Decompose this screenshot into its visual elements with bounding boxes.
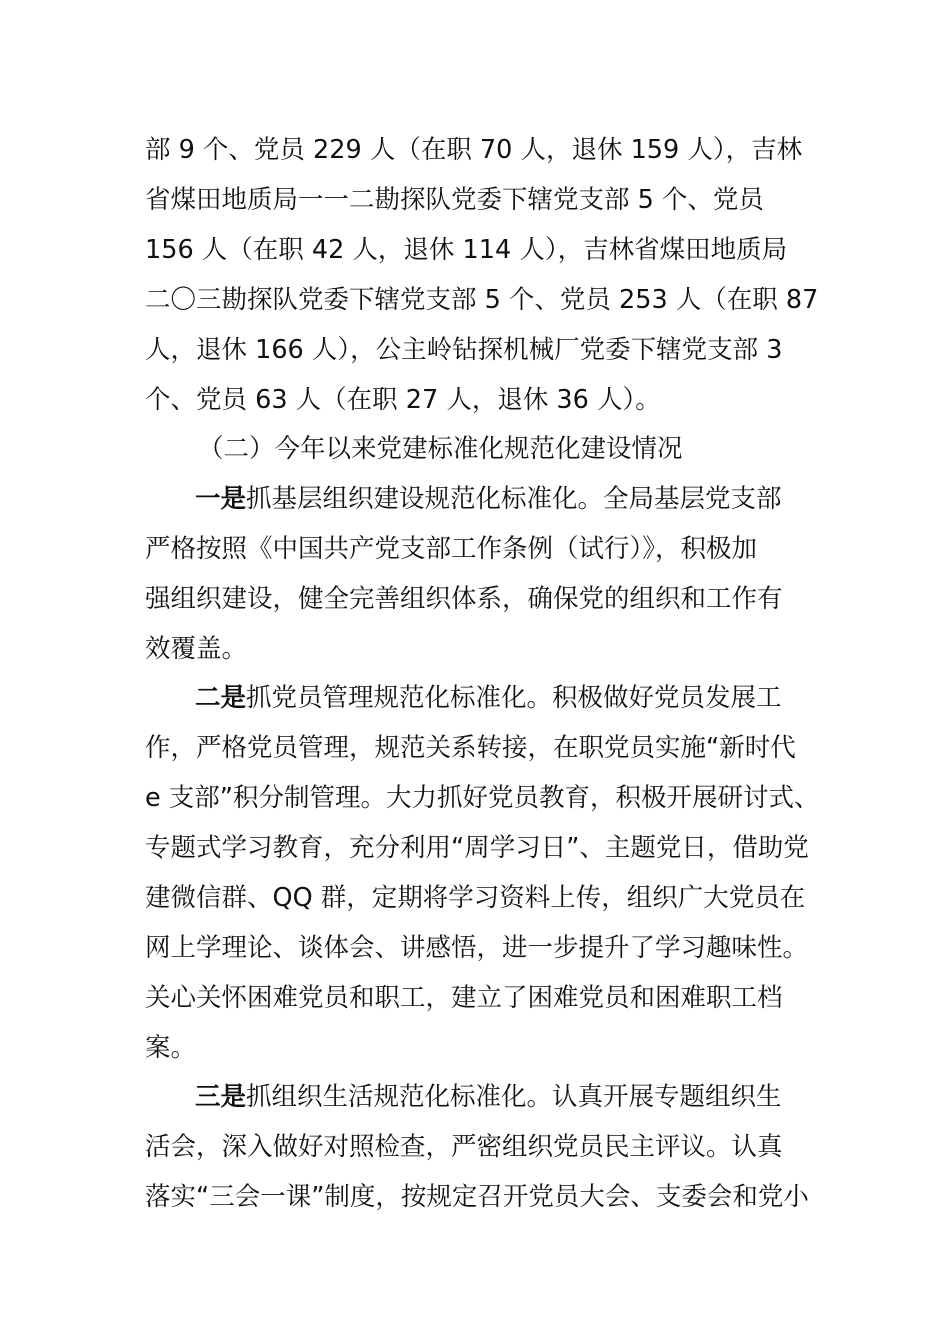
paragraph-lead: 一是 xyxy=(195,484,247,514)
text-line: e 支部”积分制管理。大力抓好党员教育，积极开展研讨式、 xyxy=(145,783,820,813)
text-line: 案。 xyxy=(145,1033,197,1063)
paragraph-first-line xyxy=(195,1080,875,1114)
text-line: 二〇三勘探队党委下辖党支部 5 个、党员 253 人（在职 87 xyxy=(145,285,819,315)
paragraph-first-line xyxy=(195,482,875,516)
text-line: 严格按照《中国共产党支部工作条例（试行）》，积极加 xyxy=(145,534,758,564)
text-line: 部 9 个、党员 229 人（在职 70 人，退休 159 人），吉林 xyxy=(145,135,803,165)
text-line: 个、党员 63 人（在职 27 人，退休 36 人）。 xyxy=(145,385,661,415)
text-line: 强组织建设，健全完善组织体系，确保党的组织和工作有 xyxy=(145,584,783,614)
text-line: 省煤田地质局一一二勘探队党委下辖党支部 5 个、党员 xyxy=(145,185,764,215)
paragraph-lead: 二是 xyxy=(195,683,247,713)
text-line: 156 人（在职 42 人，退休 114 人），吉林省煤田地质局 xyxy=(145,235,788,265)
text-line: 活会，深入做好对照检查，严密组织党员民主评议。认真 xyxy=(145,1132,783,1162)
text-line: 专题式学习教育，充分利用“周学习日”、主题党日，借助党 xyxy=(145,833,809,863)
text-line: 效覆盖。 xyxy=(145,634,248,664)
text-line: 落实“三会一课”制度，按规定召开党员大会、支委会和党小 xyxy=(145,1182,809,1212)
paragraph-text: 抓党员管理规范化标准化。积极做好党员发展工 xyxy=(246,683,782,713)
paragraph-first-line xyxy=(195,681,875,715)
text-line: 网上学理论、谈体会、讲感悟，进一步提升了学习趣味性。 xyxy=(145,933,809,963)
text-line: 建微信群、QQ 群，定期将学习资料上传，组织广大党员在 xyxy=(145,883,806,913)
text-line: 作，严格党员管理，规范关系转接，在职党员实施“新时代 xyxy=(145,733,796,763)
paragraph-lead: 三是 xyxy=(195,1082,247,1112)
paragraph-text: 抓基层组织建设规范化标准化。全局基层党支部 xyxy=(246,484,782,514)
section-heading: （二）今年以来党建标准化规范化建设情况 xyxy=(198,434,683,464)
paragraph-text: 抓组织生活规范化标准化。认真开展专题组织生 xyxy=(246,1082,782,1112)
text-line: 人，退休 166 人），公主岭钻探机械厂党委下辖党支部 3 xyxy=(145,335,783,365)
text-line: 关心关怀困难党员和职工，建立了困难党员和困难职工档 xyxy=(145,983,783,1013)
